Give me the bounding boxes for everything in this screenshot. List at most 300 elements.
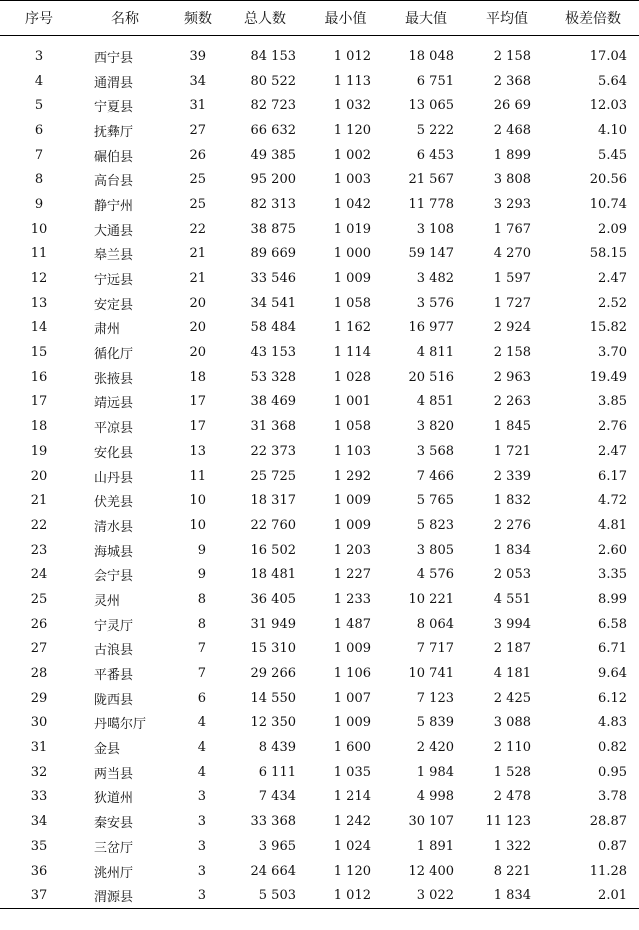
cell-mean: 1 767 bbox=[493, 221, 531, 237]
cell-max: 10 221 bbox=[408, 591, 454, 607]
cell-name: 会宁县 bbox=[94, 569, 134, 585]
cell-max: 2 420 bbox=[416, 740, 454, 756]
cell-name: 循化厅 bbox=[94, 347, 134, 363]
cell-range-ratio: 2.09 bbox=[598, 221, 627, 237]
cell-frequency: 9 bbox=[197, 542, 206, 558]
cell-frequency: 20 bbox=[189, 295, 206, 311]
cell-index: 12 bbox=[30, 271, 48, 287]
cell-index: 5 bbox=[34, 98, 44, 114]
cell-mean: 2 110 bbox=[493, 740, 531, 756]
cell-mean: 2 276 bbox=[493, 517, 531, 533]
cell-mean: 1 832 bbox=[493, 493, 531, 509]
cell-name: 通渭县 bbox=[94, 75, 134, 91]
cell-min: 1 292 bbox=[333, 468, 371, 484]
cell-frequency: 3 bbox=[197, 789, 206, 805]
cell-index: 18 bbox=[30, 419, 48, 435]
cell-total: 31 368 bbox=[250, 419, 296, 435]
cell-range-ratio: 6.58 bbox=[598, 616, 627, 632]
cell-name: 张掖县 bbox=[94, 371, 134, 387]
cell-range-ratio: 6.71 bbox=[598, 641, 627, 657]
cell-frequency: 25 bbox=[189, 172, 206, 188]
cell-max: 3 805 bbox=[416, 542, 454, 558]
table-row bbox=[0, 859, 639, 884]
cell-name: 平番县 bbox=[94, 668, 134, 684]
cell-max: 7 717 bbox=[416, 641, 454, 657]
cell-range-ratio: 3.70 bbox=[598, 345, 627, 361]
cell-range-ratio: 4.83 bbox=[598, 715, 627, 731]
cell-mean: 3 808 bbox=[493, 172, 531, 188]
cell-total: 82 313 bbox=[250, 196, 296, 212]
cell-total: 34 541 bbox=[250, 295, 296, 311]
cell-max: 6 751 bbox=[416, 73, 454, 89]
cell-frequency: 7 bbox=[197, 641, 206, 657]
cell-name: 清水县 bbox=[94, 519, 134, 535]
cell-total: 80 522 bbox=[250, 73, 296, 89]
table-row bbox=[0, 637, 639, 662]
cell-name: 海城县 bbox=[94, 544, 134, 560]
cell-range-ratio: 2.76 bbox=[598, 419, 627, 435]
cell-max: 4 851 bbox=[416, 394, 454, 410]
cell-mean: 2 478 bbox=[493, 789, 531, 805]
header-name: 名称 bbox=[111, 11, 139, 27]
cell-total: 33 546 bbox=[250, 271, 296, 287]
cell-min: 1 227 bbox=[333, 567, 371, 583]
cell-frequency: 3 bbox=[197, 838, 206, 854]
cell-frequency: 17 bbox=[189, 419, 206, 435]
cell-max: 7 123 bbox=[416, 690, 454, 706]
cell-index: 25 bbox=[30, 591, 48, 607]
cell-min: 1 120 bbox=[333, 863, 371, 879]
table-row bbox=[0, 36, 639, 69]
cell-total: 43 153 bbox=[250, 345, 296, 361]
cell-max: 18 048 bbox=[408, 48, 454, 64]
cell-mean: 2 425 bbox=[493, 690, 531, 706]
cell-mean: 2 263 bbox=[493, 394, 531, 410]
cell-mean: 1 528 bbox=[493, 764, 531, 780]
cell-name: 平凉县 bbox=[94, 421, 134, 437]
cell-name: 大通县 bbox=[94, 223, 134, 239]
table-row bbox=[0, 414, 639, 439]
cell-frequency: 31 bbox=[189, 98, 206, 114]
cell-total: 22 760 bbox=[250, 517, 296, 533]
cell-min: 1 106 bbox=[333, 666, 371, 682]
cell-mean: 2 053 bbox=[493, 567, 531, 583]
cell-range-ratio: 12.03 bbox=[589, 98, 627, 114]
header-index: 序号 bbox=[25, 11, 53, 27]
table-row bbox=[0, 612, 639, 637]
cell-name: 西宁县 bbox=[94, 50, 134, 66]
cell-max: 4 576 bbox=[416, 567, 454, 583]
cell-min: 1 058 bbox=[333, 419, 371, 435]
cell-index: 23 bbox=[30, 542, 48, 558]
cell-range-ratio: 2.60 bbox=[598, 542, 627, 558]
cell-total: 89 669 bbox=[250, 246, 296, 262]
cell-range-ratio: 2.01 bbox=[598, 888, 627, 904]
cell-total: 8 439 bbox=[258, 740, 296, 756]
cell-name: 洮州厅 bbox=[94, 865, 134, 881]
table-row bbox=[0, 711, 639, 736]
cell-frequency: 26 bbox=[189, 147, 206, 163]
cell-frequency: 3 bbox=[197, 888, 206, 904]
cell-total: 29 266 bbox=[250, 666, 296, 682]
cell-min: 1 113 bbox=[333, 73, 371, 89]
cell-frequency: 13 bbox=[189, 443, 206, 459]
cell-max: 5 222 bbox=[416, 122, 454, 138]
table-row bbox=[0, 340, 639, 365]
cell-frequency: 4 bbox=[197, 715, 206, 731]
cell-mean: 1 899 bbox=[493, 147, 531, 163]
cell-total: 7 434 bbox=[258, 789, 296, 805]
table-row bbox=[0, 834, 639, 859]
cell-mean: 1 322 bbox=[493, 838, 531, 854]
cell-total: 49 385 bbox=[250, 147, 296, 163]
cell-range-ratio: 11.28 bbox=[589, 863, 627, 879]
table-row bbox=[0, 439, 639, 464]
cell-min: 1 233 bbox=[333, 591, 371, 607]
cell-mean: 1 721 bbox=[493, 443, 531, 459]
table-row bbox=[0, 513, 639, 538]
cell-frequency: 25 bbox=[189, 196, 206, 212]
table-row bbox=[0, 538, 639, 563]
cell-name: 狄道州 bbox=[94, 791, 134, 807]
cell-range-ratio: 2.47 bbox=[598, 271, 627, 287]
cell-index: 22 bbox=[30, 517, 48, 533]
cell-max: 20 516 bbox=[408, 369, 454, 385]
cell-max: 1 984 bbox=[416, 764, 454, 780]
cell-frequency: 21 bbox=[189, 271, 206, 287]
cell-range-ratio: 19.49 bbox=[589, 369, 627, 385]
cell-max: 8 064 bbox=[416, 616, 454, 632]
cell-min: 1 035 bbox=[333, 764, 371, 780]
cell-total: 38 469 bbox=[250, 394, 296, 410]
cell-mean: 1 727 bbox=[493, 295, 531, 311]
cell-range-ratio: 5.64 bbox=[598, 73, 627, 89]
table-row bbox=[0, 390, 639, 415]
cell-mean: 1 597 bbox=[493, 271, 531, 287]
cell-name: 灵州 bbox=[94, 593, 121, 609]
cell-max: 59 147 bbox=[408, 246, 454, 262]
cell-total: 5 503 bbox=[258, 888, 296, 904]
cell-total: 84 153 bbox=[250, 48, 296, 64]
header-max: 最大值 bbox=[405, 11, 447, 27]
table-body bbox=[0, 36, 639, 909]
cell-range-ratio: 4.81 bbox=[598, 517, 627, 533]
cell-total: 66 632 bbox=[250, 122, 296, 138]
cell-max: 4 998 bbox=[416, 789, 454, 805]
cell-frequency: 21 bbox=[189, 246, 206, 262]
cell-index: 33 bbox=[30, 789, 48, 805]
cell-frequency: 20 bbox=[189, 320, 206, 336]
cell-min: 1 009 bbox=[333, 715, 371, 731]
cell-min: 1 032 bbox=[333, 98, 371, 114]
cell-total: 38 875 bbox=[250, 221, 296, 237]
cell-name: 三岔厅 bbox=[94, 840, 134, 856]
cell-index: 37 bbox=[30, 888, 48, 904]
cell-range-ratio: 8.99 bbox=[598, 591, 627, 607]
cell-total: 36 405 bbox=[250, 591, 296, 607]
table-row bbox=[0, 266, 639, 291]
cell-name: 渭源县 bbox=[94, 890, 134, 906]
cell-min: 1 007 bbox=[333, 690, 371, 706]
table-row bbox=[0, 217, 639, 242]
cell-total: 12 350 bbox=[250, 715, 296, 731]
cell-mean: 2 963 bbox=[493, 369, 531, 385]
cell-index: 14 bbox=[30, 320, 48, 336]
cell-range-ratio: 0.87 bbox=[598, 838, 627, 854]
cell-range-ratio: 15.82 bbox=[589, 320, 627, 336]
cell-max: 3 482 bbox=[416, 271, 454, 287]
cell-mean: 2 187 bbox=[493, 641, 531, 657]
header-row bbox=[0, 1, 639, 36]
cell-frequency: 3 bbox=[197, 814, 206, 830]
cell-name: 高台县 bbox=[94, 174, 134, 190]
header-frequency: 频数 bbox=[184, 11, 212, 27]
cell-name: 伏羌县 bbox=[94, 495, 134, 511]
cell-total: 18 481 bbox=[250, 567, 296, 583]
cell-max: 6 453 bbox=[416, 147, 454, 163]
cell-name: 两当县 bbox=[94, 766, 134, 782]
cell-mean: 4 551 bbox=[493, 591, 531, 607]
cell-min: 1 012 bbox=[333, 48, 371, 64]
cell-index: 16 bbox=[30, 369, 48, 385]
cell-range-ratio: 6.12 bbox=[598, 690, 627, 706]
cell-index: 20 bbox=[30, 468, 48, 484]
cell-max: 12 400 bbox=[408, 863, 454, 879]
cell-min: 1 001 bbox=[333, 394, 371, 410]
cell-name: 宁灵厅 bbox=[94, 618, 134, 634]
cell-mean: 2 158 bbox=[493, 345, 531, 361]
cell-index: 11 bbox=[30, 246, 48, 262]
cell-max: 10 741 bbox=[408, 666, 454, 682]
table-row bbox=[0, 93, 639, 118]
cell-frequency: 20 bbox=[189, 345, 206, 361]
cell-max: 13 065 bbox=[408, 98, 454, 114]
cell-frequency: 22 bbox=[189, 221, 206, 237]
cell-range-ratio: 5.45 bbox=[598, 147, 627, 163]
cell-frequency: 7 bbox=[197, 666, 206, 682]
cell-max: 3 022 bbox=[416, 888, 454, 904]
cell-frequency: 6 bbox=[197, 690, 206, 706]
cell-name: 靖远县 bbox=[94, 396, 134, 412]
cell-frequency: 4 bbox=[197, 764, 206, 780]
cell-frequency: 27 bbox=[189, 122, 206, 138]
cell-mean: 3 088 bbox=[493, 715, 531, 731]
cell-range-ratio: 6.17 bbox=[598, 468, 627, 484]
cell-index: 28 bbox=[30, 666, 48, 682]
cell-total: 6 111 bbox=[258, 764, 296, 780]
table-row bbox=[0, 785, 639, 810]
cell-mean: 26 69 bbox=[493, 98, 531, 114]
cell-name: 丹噶尔厅 bbox=[94, 717, 147, 733]
cell-total: 3 965 bbox=[258, 838, 296, 854]
cell-name: 安定县 bbox=[94, 297, 134, 313]
cell-mean: 8 221 bbox=[493, 863, 531, 879]
table-row bbox=[0, 809, 639, 834]
cell-name: 皋兰县 bbox=[94, 248, 134, 264]
cell-index: 3 bbox=[34, 48, 44, 64]
cell-min: 1 214 bbox=[333, 789, 371, 805]
cell-index: 35 bbox=[30, 838, 48, 854]
table-row bbox=[0, 118, 639, 143]
cell-max: 21 567 bbox=[408, 172, 454, 188]
cell-index: 30 bbox=[30, 715, 48, 731]
cell-min: 1 042 bbox=[333, 196, 371, 212]
header-min: 最小值 bbox=[324, 11, 367, 27]
cell-range-ratio: 20.56 bbox=[589, 172, 627, 188]
cell-index: 21 bbox=[30, 493, 48, 509]
cell-frequency: 18 bbox=[189, 369, 206, 385]
cell-name: 抚彝厅 bbox=[94, 124, 134, 140]
cell-total: 95 200 bbox=[250, 172, 296, 188]
cell-total: 58 484 bbox=[250, 320, 296, 336]
header-range-ratio: 极差倍数 bbox=[565, 11, 621, 27]
table-row bbox=[0, 735, 639, 760]
table-header bbox=[0, 1, 639, 36]
cell-index: 34 bbox=[30, 814, 48, 830]
cell-min: 1 019 bbox=[333, 221, 371, 237]
cell-max: 1 891 bbox=[416, 838, 454, 854]
cell-mean: 1 834 bbox=[493, 542, 531, 558]
cell-mean: 4 181 bbox=[493, 666, 531, 682]
cell-name: 安化县 bbox=[94, 445, 134, 461]
cell-mean: 11 123 bbox=[485, 814, 531, 830]
cell-frequency: 11 bbox=[189, 468, 206, 484]
cell-max: 3 568 bbox=[416, 443, 454, 459]
cell-index: 9 bbox=[34, 196, 44, 212]
cell-max: 16 977 bbox=[408, 320, 454, 336]
cell-max: 3 576 bbox=[416, 295, 454, 311]
cell-max: 4 811 bbox=[416, 345, 454, 361]
table-row bbox=[0, 883, 639, 908]
cell-max: 11 778 bbox=[408, 196, 454, 212]
cell-range-ratio: 3.78 bbox=[598, 789, 627, 805]
table-row bbox=[0, 242, 639, 267]
cell-range-ratio: 10.74 bbox=[589, 196, 627, 212]
table-row bbox=[0, 143, 639, 168]
table-row bbox=[0, 587, 639, 612]
cell-min: 1 009 bbox=[333, 271, 371, 287]
cell-range-ratio: 4.10 bbox=[598, 122, 627, 138]
cell-index: 10 bbox=[30, 221, 48, 237]
cell-max: 5 839 bbox=[416, 715, 454, 731]
cell-frequency: 17 bbox=[189, 394, 206, 410]
cell-index: 17 bbox=[30, 394, 48, 410]
cell-max: 3 820 bbox=[416, 419, 454, 435]
cell-frequency: 8 bbox=[197, 616, 206, 632]
cell-min: 1 003 bbox=[333, 172, 371, 188]
cell-total: 53 328 bbox=[250, 369, 296, 385]
cell-name: 古浪县 bbox=[94, 643, 134, 659]
cell-min: 1 600 bbox=[333, 740, 371, 756]
cell-frequency: 3 bbox=[197, 863, 206, 879]
cell-max: 3 108 bbox=[416, 221, 454, 237]
header-mean: 平均值 bbox=[486, 11, 528, 27]
cell-min: 1 203 bbox=[333, 542, 371, 558]
cell-min: 1 012 bbox=[333, 888, 371, 904]
cell-index: 13 bbox=[30, 295, 48, 311]
cell-name: 肃州 bbox=[94, 322, 121, 338]
table-row bbox=[0, 291, 639, 316]
cell-range-ratio: 28.87 bbox=[589, 814, 627, 830]
cell-mean: 2 158 bbox=[493, 48, 531, 64]
table-row bbox=[0, 488, 639, 513]
cell-min: 1 242 bbox=[333, 814, 371, 830]
cell-name: 陇西县 bbox=[94, 692, 134, 708]
cell-range-ratio: 0.82 bbox=[598, 740, 627, 756]
cell-index: 27 bbox=[30, 641, 48, 657]
cell-total: 31 949 bbox=[250, 616, 296, 632]
cell-mean: 3 293 bbox=[493, 196, 531, 212]
cell-mean: 2 924 bbox=[493, 320, 531, 336]
cell-name: 静宁州 bbox=[94, 198, 134, 214]
cell-mean: 1 834 bbox=[493, 888, 531, 904]
cell-mean: 2 339 bbox=[493, 468, 531, 484]
cell-index: 29 bbox=[30, 690, 48, 706]
cell-min: 1 103 bbox=[333, 443, 371, 459]
cell-min: 1 002 bbox=[333, 147, 371, 163]
cell-range-ratio: 17.04 bbox=[589, 48, 627, 64]
cell-index: 19 bbox=[30, 443, 48, 459]
cell-min: 1 162 bbox=[333, 320, 371, 336]
cell-total: 82 723 bbox=[250, 98, 296, 114]
cell-max: 5 765 bbox=[416, 493, 454, 509]
cell-mean: 3 994 bbox=[493, 616, 531, 632]
cell-name: 宁夏县 bbox=[94, 100, 134, 116]
cell-frequency: 10 bbox=[189, 517, 206, 533]
cell-max: 5 823 bbox=[416, 517, 454, 533]
table-row bbox=[0, 167, 639, 192]
cell-range-ratio: 58.15 bbox=[589, 246, 627, 262]
cell-min: 1 024 bbox=[333, 838, 371, 854]
cell-range-ratio: 2.52 bbox=[598, 295, 627, 311]
cell-min: 1 487 bbox=[333, 616, 371, 632]
cell-total: 24 664 bbox=[250, 863, 296, 879]
table-row bbox=[0, 760, 639, 785]
cell-index: 32 bbox=[30, 764, 48, 780]
cell-max: 30 107 bbox=[408, 814, 454, 830]
cell-index: 24 bbox=[30, 567, 48, 583]
cell-mean: 2 368 bbox=[493, 73, 531, 89]
cell-name: 金县 bbox=[94, 742, 121, 758]
cell-total: 25 725 bbox=[250, 468, 296, 484]
cell-range-ratio: 2.47 bbox=[598, 443, 627, 459]
table-row bbox=[0, 562, 639, 587]
cell-index: 6 bbox=[34, 122, 44, 138]
header-total: 总人数 bbox=[244, 11, 286, 27]
cell-min: 1 120 bbox=[333, 122, 371, 138]
table-row bbox=[0, 661, 639, 686]
cell-max: 7 466 bbox=[416, 468, 454, 484]
cell-index: 7 bbox=[34, 147, 44, 163]
cell-name: 碾伯县 bbox=[94, 149, 134, 165]
cell-min: 1 114 bbox=[333, 345, 371, 361]
cell-index: 4 bbox=[34, 73, 44, 89]
cell-index: 15 bbox=[30, 345, 48, 361]
cell-index: 36 bbox=[30, 863, 48, 879]
table-row bbox=[0, 192, 639, 217]
cell-total: 33 368 bbox=[250, 814, 296, 830]
cell-frequency: 8 bbox=[197, 591, 206, 607]
cell-total: 22 373 bbox=[250, 443, 296, 459]
cell-name: 秦安县 bbox=[94, 816, 134, 832]
cell-index: 8 bbox=[34, 172, 44, 188]
cell-min: 1 009 bbox=[333, 493, 371, 509]
cell-total: 16 502 bbox=[250, 542, 296, 558]
cell-min: 1 009 bbox=[333, 517, 371, 533]
cell-range-ratio: 9.64 bbox=[598, 666, 627, 682]
cell-range-ratio: 4.72 bbox=[598, 493, 627, 509]
cell-name: 宁远县 bbox=[94, 273, 134, 289]
